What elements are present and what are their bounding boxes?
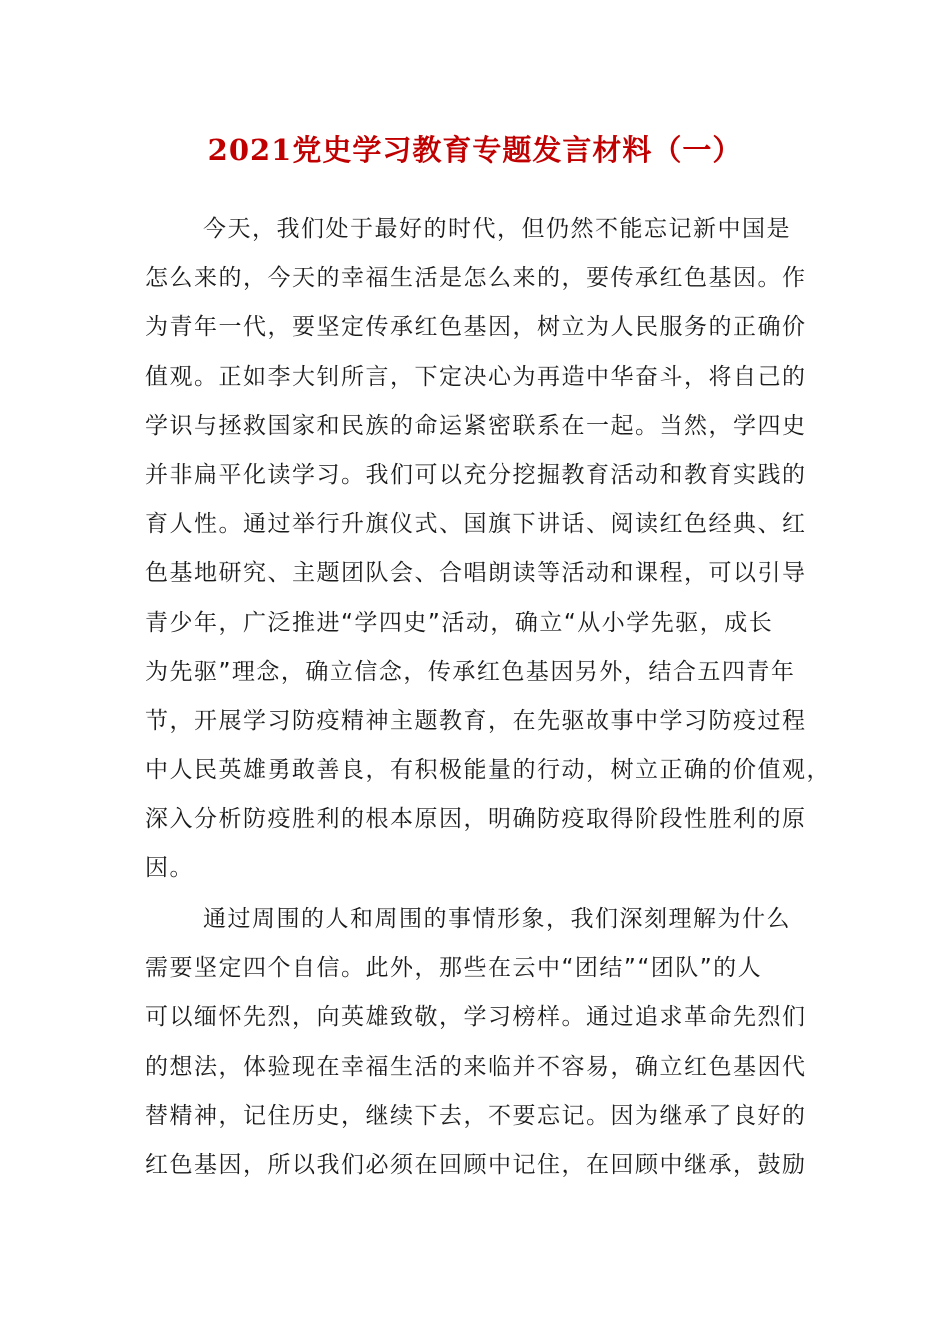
paragraph-line: 怎么来的，今天的幸福生活是怎么来的，要传承红色基因。作 — [145, 265, 807, 292]
paragraph-line: 节，开展学习防疫精神主题教育，在先驱故事中学习防疫过程 — [145, 707, 807, 734]
paragraph-line: 并非扁平化读学习。我们可以充分挖掘教育活动和教育实践的 — [145, 461, 807, 488]
paragraph-line: 中人民英雄勇敢善良，有积极能量的行动，树立正确的价值观， — [145, 757, 831, 784]
paragraph-line: 为青年一代，要坚定传承红色基因，树立为人民服务的正确价 — [145, 314, 807, 341]
paragraph-line: 青少年，广泛推进“学四史”活动，确立“从小学先驱，成长 — [145, 609, 774, 636]
paragraph-line: 通过周围的人和周围的事情形象，我们深刻理解为什么 — [203, 906, 791, 932]
paragraph-line: 可以缅怀先烈，向英雄致敬，学习榜样。通过追求革命先烈们 — [145, 1004, 807, 1031]
paragraph-1 — [145, 205, 831, 894]
paragraph-line: 红色基因，所以我们必须在回顾中记住，在回顾中继承，鼓励 — [145, 1151, 807, 1178]
paragraph-line: 学识与拯救国家和民族的命运紧密联系在一起。当然，学四史 — [145, 412, 807, 439]
paragraph-line: 色基地研究、主题团队会、合唱朗读等活动和课程，可以引导 — [145, 560, 807, 587]
paragraph-line: 因。 — [145, 855, 194, 882]
paragraph-line: 替精神，记住历史，继续下去，不要忘记。因为继承了良好的 — [145, 1102, 807, 1129]
paragraph-line: 深入分析防疫胜利的根本原因，明确防疫取得阶段性胜利的原 — [145, 806, 807, 833]
paragraph-line: 值观。正如李大钊所言，下定决心为再造中华奋斗，将自己的 — [145, 363, 807, 390]
paragraph-line: 育人性。通过举行升旗仪式、国旗下讲话、阅读红色经典、红 — [145, 511, 807, 538]
paragraph-line: 的想法，体验现在幸福生活的来临并不容易，确立红色基因代 — [145, 1053, 807, 1080]
paragraph-line: 为先驱”理念，确立信念，传承红色基因另外，结合五四青年 — [145, 658, 796, 685]
document-title: 2021党史学习教育专题发言材料（一） — [207, 133, 743, 167]
paragraph-2 — [145, 895, 805, 1190]
paragraph-line: 今天，我们处于最好的时代，但仍然不能忘记新中国是 — [203, 216, 791, 242]
paragraph-line: 需要坚定四个自信。此外，那些在云中“团结”“团队”的人 — [145, 955, 763, 982]
